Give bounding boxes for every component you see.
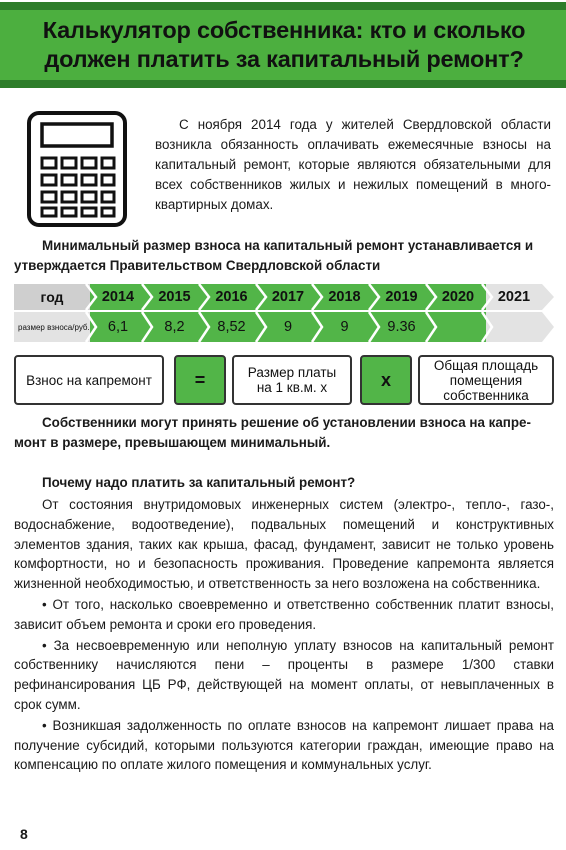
year-cell: 2019: [373, 284, 430, 310]
fee-table-years-row: [14, 284, 554, 310]
value-header: размер взноса/руб.: [14, 312, 90, 342]
value-cell: 9.36: [373, 312, 430, 342]
body-text: [14, 495, 554, 775]
year-cell: 2014: [90, 284, 146, 310]
formula-fee-box: Взнос на капремонт: [14, 355, 164, 405]
year-header: год: [14, 284, 90, 310]
calculator-icon: [26, 110, 128, 228]
formula-area-box: Общая площадь помещения собственника: [418, 355, 554, 405]
why-heading: Почему надо платить за капитальный ремонт?: [42, 475, 356, 490]
year-cell: 2020: [430, 284, 486, 310]
chevron-separators-icon: [14, 284, 554, 310]
bullet-paragraph: • Возникшая задолженность по оплате взносов на капремонт лишает права на получение субсидий, которыми пользуются категории граждан, имеющие право на компенсацию по оплате жилого помещения и коммунальных услуг.: [14, 717, 554, 773]
title-banner: [0, 2, 566, 88]
intro-paragraph: С ноября 2014 года у жителей Свердловской области возникла обязанность оплачивать ежемесячные взносы на капитальный ремонт, которые являются обязательными для всех собственников жилых и нежилых помещений в много-квартирных домах.: [155, 117, 551, 212]
title-stripe-top: [0, 2, 566, 10]
chevron-separators-icon: [14, 312, 554, 342]
formula-rate-box: Размер платы на 1 кв.м. х: [232, 355, 352, 405]
formula-times-box: х: [360, 355, 412, 405]
year-cell: 2021: [486, 284, 542, 310]
year-cell: 2015: [146, 284, 203, 310]
page-title: Калькулятор собственника: кто и сколько должен платить за капитальный ремонт?: [42, 17, 526, 72]
value-cell: 6,1: [90, 312, 146, 342]
year-cell: 2016: [203, 284, 260, 310]
formula-equals-box: =: [174, 355, 226, 405]
value-cell: 9: [260, 312, 316, 342]
paragraph: От состояния внутридомовых инженерных систем (электро-, тепло-, газо-, водоснабжение, водоотведение), подвальных помещений и конструктивных элементов здания, таких как крыша, фасад, фундамент, зависит не только уровень комфортности, но и безопасность проживания. Проведение капремонта является жизненной необходимостью, и ответственность за него возложена на собственника.: [14, 497, 554, 592]
value-cell: 9: [316, 312, 373, 342]
bullet-paragraph: • От того, насколько своевременно и ответственно собственник платит взносы, зависит объем ремонта и сроки его проведения.: [14, 596, 554, 632]
fee-table-values-row: [14, 312, 554, 342]
fee-table: [14, 284, 554, 342]
min-fee-heading: Минимальный размер взноса на капитальный ремонт устанавливается и утверждается Правительством Свердловской области: [14, 238, 534, 273]
fee-formula: [14, 355, 554, 405]
year-cell: 2017: [260, 284, 316, 310]
page-number: 8: [20, 826, 28, 842]
bullet-paragraph: • За несвоевременную или неполную уплату взносов на капитальный ремонт собственнику начисляются пени – проценты в размере 1/300 ставки рефинансирования ЦБ РФ, действующей на момент оплаты, от невыплаченных в срок сумм.: [14, 637, 554, 712]
value-cell: 8,2: [146, 312, 203, 342]
year-cell: 2018: [316, 284, 373, 310]
title-stripe-bottom: [0, 80, 566, 88]
owners-note: Собственники могут принять решение об установлении взноса на капре-монт в размере, превышающем минимальный.: [14, 415, 531, 450]
value-cell: 8,52: [203, 312, 260, 342]
